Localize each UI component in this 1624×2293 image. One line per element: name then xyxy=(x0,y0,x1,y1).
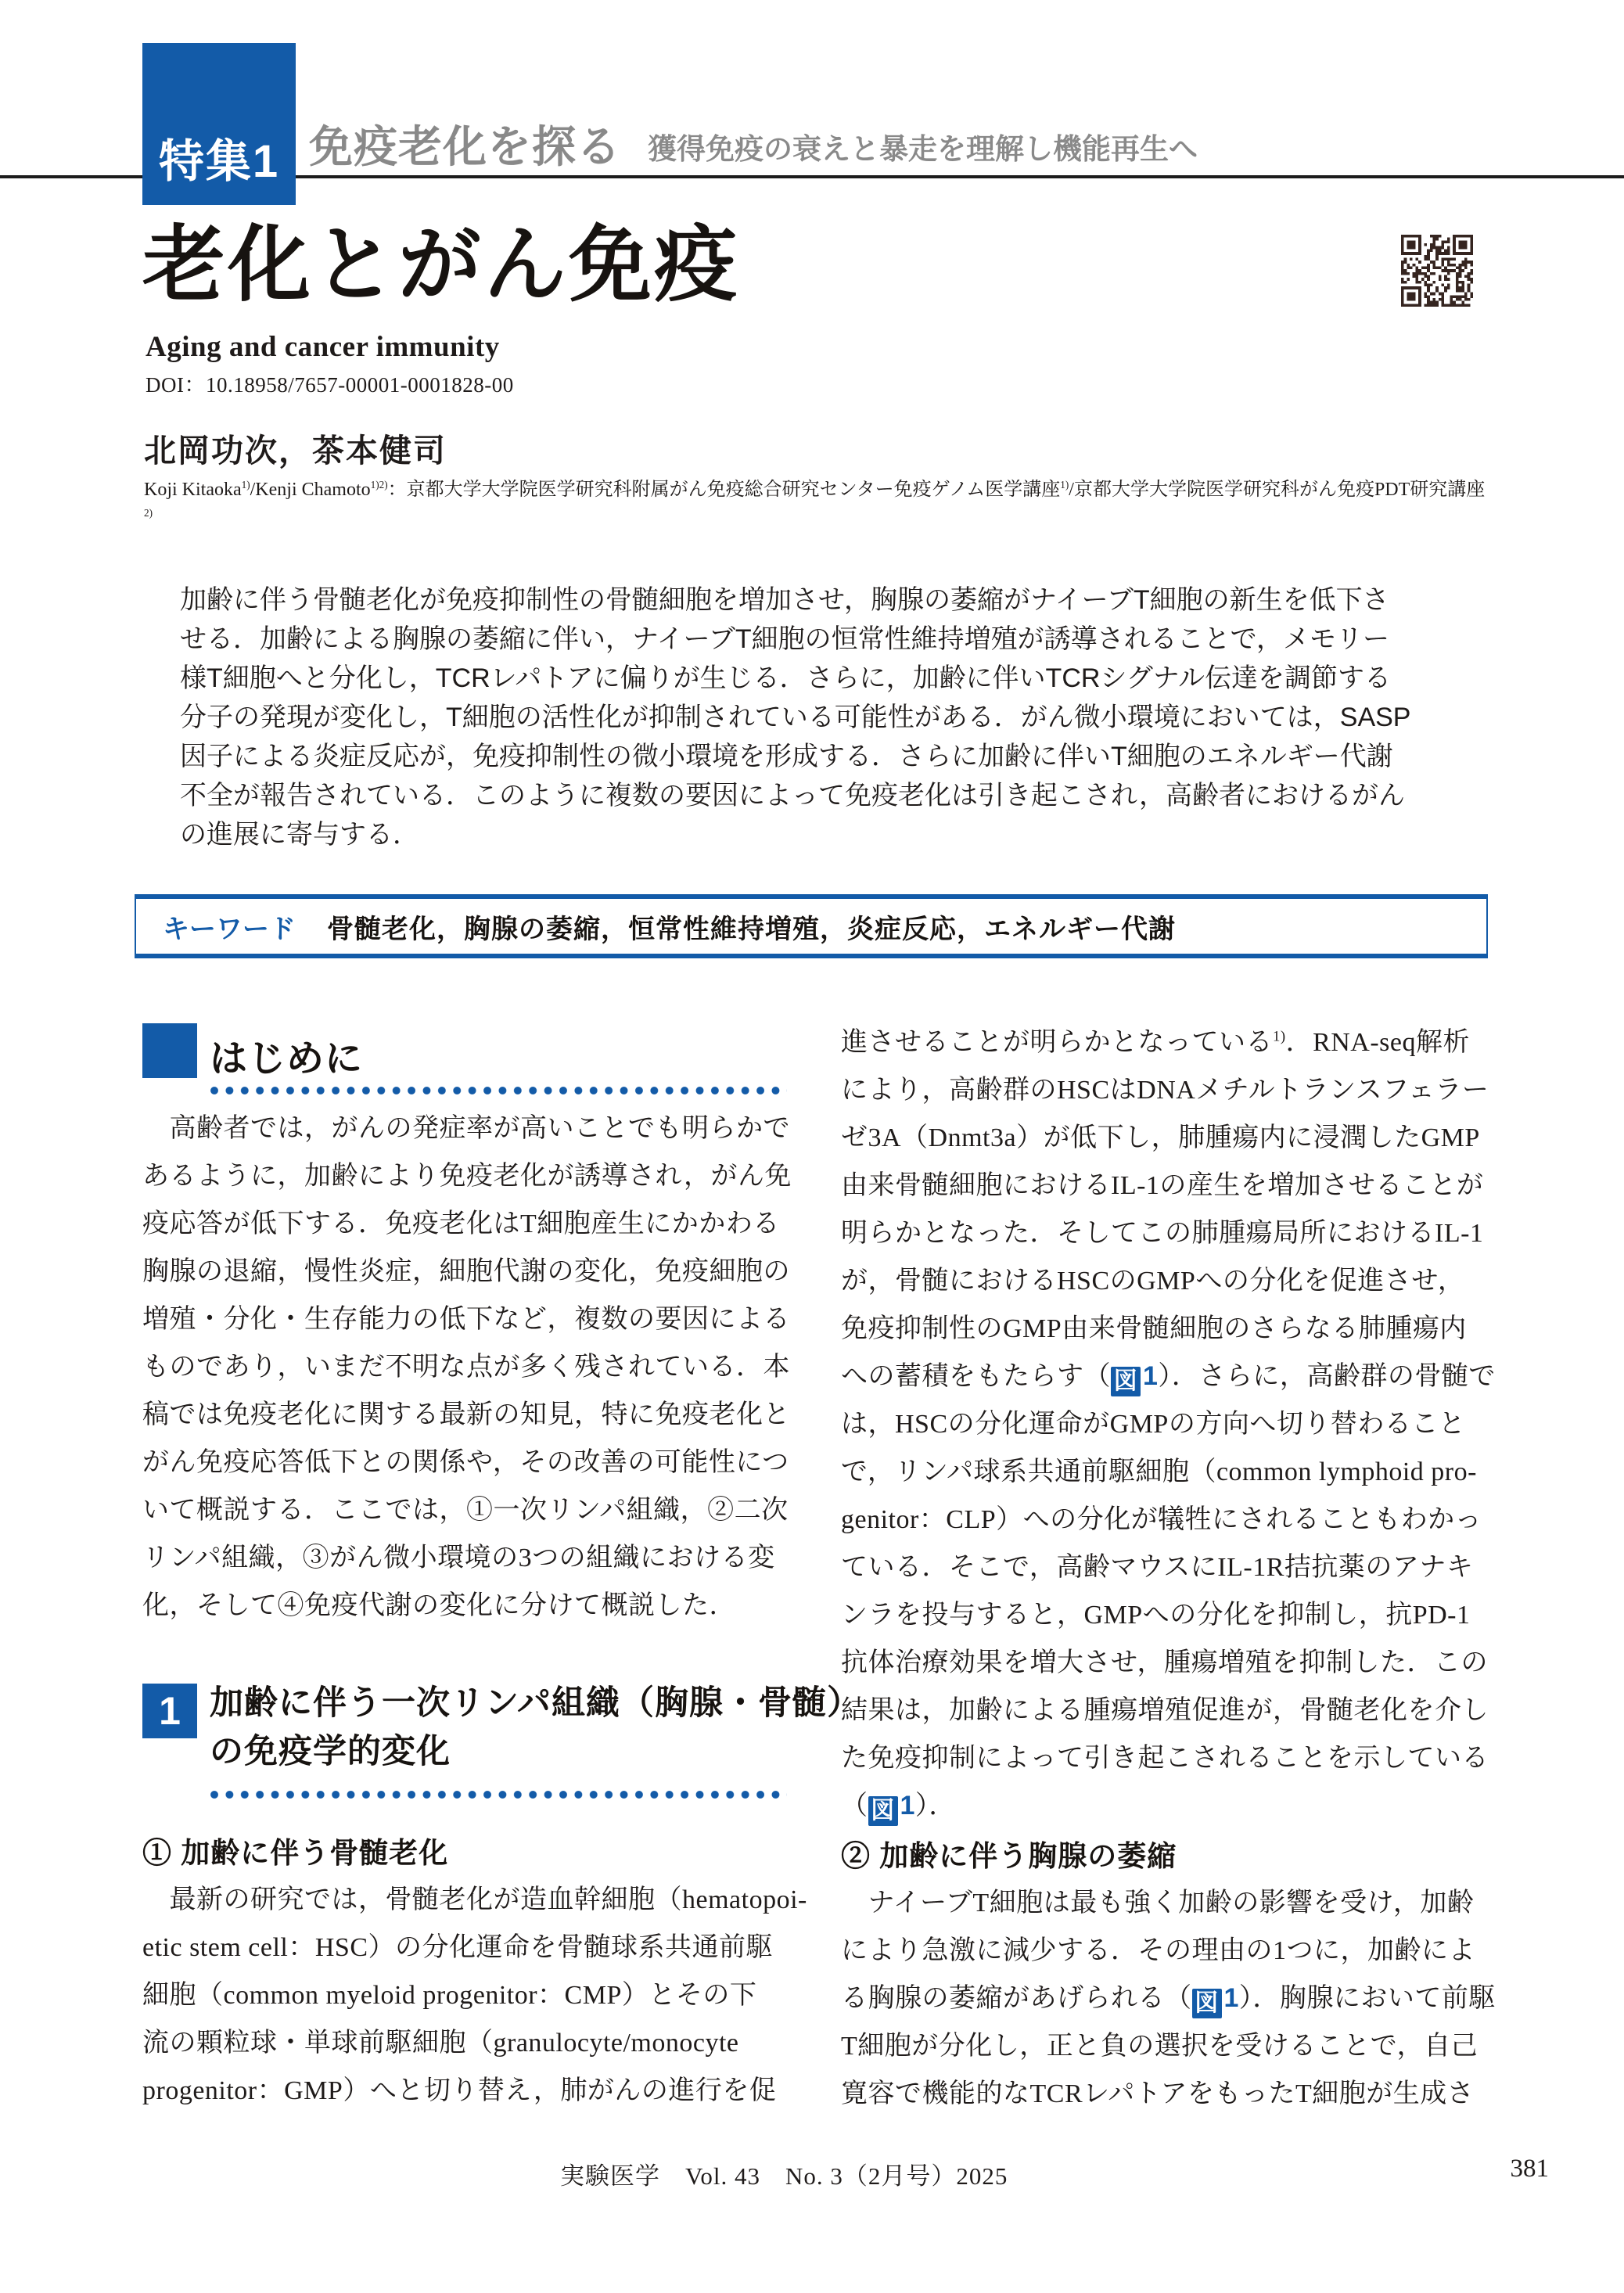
qr-code xyxy=(1401,235,1473,307)
section1-title-line1: 加齢に伴う一次リンパ組織（胸腺・骨髄） xyxy=(210,1684,861,1722)
superscript-reference: 2) xyxy=(144,507,153,519)
text-line: で，リンパ球系共通前駆細胞（common lymphoid pro- xyxy=(841,1457,1477,1486)
text-line: 因子による炎症反応が，免疫抑制性の微小環境を形成する．さらに加齢に伴いT細胞のエネルギー代謝 xyxy=(180,742,1393,771)
series-header xyxy=(309,0,1198,205)
author-affiliation: Koji Kitaoka$^{1)}$/Kenji Chamoto$^{1)2)}$：京都大学大学院医学研究科附属がん免疫総合研究センター免疫ゲノム医学講座$^{1)}$/京都大学大学院医学研究科がん免疫PDT研究講座$^{2)}$ xyxy=(144,479,1486,519)
text-line: あるように，加齢により免疫老化が誘導され，がん免 xyxy=(142,1162,792,1191)
text-line: 細胞（common myeloid progenitor：CMP）とその下 xyxy=(142,1981,757,2010)
section1-title xyxy=(210,1679,861,1776)
text-line: 疫応答が低下する．免疫老化はT細胞産生にかかわる xyxy=(142,1209,780,1238)
article-title: 老化とがん免疫 xyxy=(142,219,739,311)
text-line: により急激に減少する．その理由の1つに，加齢によ xyxy=(841,1936,1475,1965)
text-line: ナイーブT細胞は最も強く加齢の影響を受け，加齢 xyxy=(841,1889,1475,1917)
text-line: リンパ組織，③がん微小環境の3つの組織における変 xyxy=(142,1544,775,1572)
section1-dotted-rule xyxy=(210,1790,787,1799)
keywords-box xyxy=(135,894,1488,958)
author-names: 北岡功次，茶本健司 xyxy=(144,433,447,469)
doi-text: DOI：10.18958/7657-00001-0001828-00 xyxy=(146,373,514,397)
text-line: 化，そして④免疫代謝の変化に分けて概説した． xyxy=(142,1591,736,1620)
footer-page-number: 381 xyxy=(1510,2155,1549,2183)
text-line: ンラを投与すると，GMPへの分化を抑制し，抗PD-1 xyxy=(841,1601,1471,1630)
series-subtitle: 獲得免疫の衰えと暴走を理解し機能再生へ xyxy=(648,133,1198,166)
keywords-text: 骨髄老化，胸腺の萎縮，恒常性維持増殖，炎症反応，エネルギー代謝 xyxy=(327,914,1176,944)
series-badge-label: 特集1 xyxy=(158,136,280,187)
text-line: 不全が報告されている．このように複数の要因によって免疫老化は引き起こされ，高齢者におけるがん xyxy=(180,781,1406,810)
footer-journal-info: 実験医学 Vol. 43 No. 3（2月号）2025 xyxy=(560,2162,1008,2190)
figure-number: 1 xyxy=(1143,1361,1159,1391)
text-line: 高齢者では，がんの発症率が高いことでも明らかで xyxy=(142,1114,790,1143)
figure1-reference xyxy=(1111,1353,1158,1400)
text-line: 寛容で機能的なTCRレパトアをもったT細胞が生成さ xyxy=(841,2079,1475,2108)
text-line: T細胞が分化し，正と負の選択を受けることで，自己 xyxy=(841,2032,1478,2061)
text-line: 免疫抑制性のGMP由来骨髄細胞のさらなる肺腫瘍内 xyxy=(841,1314,1467,1343)
text-line: は，HSCの分化運命がGMPの方向へ切り替わること xyxy=(841,1410,1466,1439)
text-line: ゼ3A（Dnmt3a）が低下し，肺腫瘍内に浸潤したGMP xyxy=(841,1123,1480,1152)
figure1-reference xyxy=(1192,1975,1239,2022)
text-line: が，骨髄におけるHSCのGMPへの分化を促進させ， xyxy=(841,1267,1465,1296)
text-line: 抗体治療効果を増大させ，腫瘍増殖を抑制した．この xyxy=(841,1648,1488,1677)
text-line: 加齢に伴う骨髄老化が免疫抑制性の骨髄細胞を増加させ，胸腺の萎縮がナイーブT細胞の新生を低下さ xyxy=(180,585,1389,615)
article-title-english: Aging and cancer immunity xyxy=(146,331,500,363)
text-line: 稿では免疫老化に関する最新の知見，特に免疫老化と xyxy=(142,1400,790,1429)
text-line: 明らかとなった．そしてこの肺腫瘍局所におけるIL-1 xyxy=(841,1219,1484,1248)
series-badge xyxy=(142,43,296,205)
text-line: 増殖・分化・生存能力の低下など，複数の要因による xyxy=(142,1305,790,1334)
text-line: た免疫抑制によって引き起こされることを示している xyxy=(841,1744,1489,1773)
superscript-reference: 1) xyxy=(1060,479,1069,491)
figure-icon: 図 xyxy=(1111,1367,1141,1396)
text-line: せる．加齢による胸腺の萎縮に伴い，ナイーブT細胞の恒常性維持増殖が誘導されることで，メモリー xyxy=(180,624,1390,654)
text-line: （ 図 1）． xyxy=(841,1782,1490,1830)
text-line: 進させることが明らかとなっている$^{1)}$．RNA-seq解析 xyxy=(841,1028,1471,1057)
text-line: ものであり，いまだ不明な点が多く残されている．本 xyxy=(142,1353,790,1382)
figure1-reference xyxy=(868,1782,915,1830)
keywords-label: キーワード xyxy=(163,914,296,944)
superscript-reference: 1) xyxy=(241,479,250,491)
text-line: がん免疫応答低下との関係や，その改善の可能性につ xyxy=(142,1448,789,1477)
subsection1-heading: ① 加齢に伴う骨髄老化 xyxy=(142,1837,449,1869)
text-line: 様T細胞へと分化し，TCRレパトアに偏りが生じる．さらに，加齢に伴いTCRシグナル伝達を調節する xyxy=(180,663,1392,693)
text-line: への蓄積をもたらす（ 図 1）．さらに，高齢群の骨髄で xyxy=(841,1353,1490,1400)
figure-number: 1 xyxy=(1223,1983,1239,2013)
figure-icon: 図 xyxy=(1192,1989,1222,2018)
text-line: 流の顆粒球・単球前駆細胞（granulocyte/monocyte xyxy=(142,2029,739,2058)
text-line: 結果は，加齢による腫瘍増殖促進が，骨髄老化を介し xyxy=(841,1696,1489,1725)
subsection1-paragraph xyxy=(142,1876,807,2115)
text-line: 由来骨髄細胞におけるIL-1の産生を増加させることが xyxy=(841,1171,1484,1200)
text-line: progenitor：GMP）へと切り替え，肺がんの進行を促 xyxy=(142,2076,777,2105)
text-line: 最新の研究では，骨髄老化が造血幹細胞（hematopoi- xyxy=(142,1885,807,1914)
abstract-paragraph xyxy=(180,580,1485,854)
section1-number: 1 xyxy=(159,1689,181,1733)
intro-dotted-rule xyxy=(210,1086,787,1095)
figure-number: 1 xyxy=(900,1791,915,1820)
text-line: ている．そこで，高齢マウスにIL-1R拮抗薬のアナキ xyxy=(841,1553,1474,1582)
intro-paragraph xyxy=(142,1105,792,1630)
text-line: genitor：CLP）への分化が犠牲にされることもわかっ xyxy=(841,1505,1482,1534)
figure-icon: 図 xyxy=(868,1796,898,1826)
section1-title-line2: の免疫学的変化 xyxy=(210,1733,451,1770)
superscript-reference: 1) xyxy=(1273,1028,1286,1045)
superscript-reference: 1)2) xyxy=(370,479,388,491)
section1-number-badge xyxy=(142,1684,197,1738)
subsection2-paragraph xyxy=(841,1879,1496,2118)
text-line: 分子の発現が変化し，T細胞の活性化が抑制されている可能性がある．がん微小環境においては，SASP xyxy=(180,703,1411,732)
intro-heading: はじめに xyxy=(210,1038,364,1080)
text-line: の進展に寄与する． xyxy=(180,820,419,850)
text-line: いて概説する．ここでは，①一次リンパ組織，②二次 xyxy=(142,1496,789,1525)
right-column-paragraph xyxy=(841,1019,1496,1830)
text-line: により，高齢群のHSCはDNAメチルトランスフェラー xyxy=(841,1076,1489,1105)
subsection2-heading: ② 加齢に伴う胸腺の萎縮 xyxy=(841,1840,1177,1872)
text-line: 胸腺の退縮，慢性炎症，細胞代謝の変化，免疫細胞の xyxy=(142,1257,790,1286)
text-line: る胸腺の萎縮があげられる（ 図 1）．胸腺において前駆 xyxy=(841,1975,1490,2022)
text-line: etic stem cell：HSC）の分化運命を骨髄球系共通前駆 xyxy=(142,1933,774,1962)
series-title: 免疫老化を探る xyxy=(309,122,621,171)
intro-section-marker xyxy=(142,1023,197,1078)
